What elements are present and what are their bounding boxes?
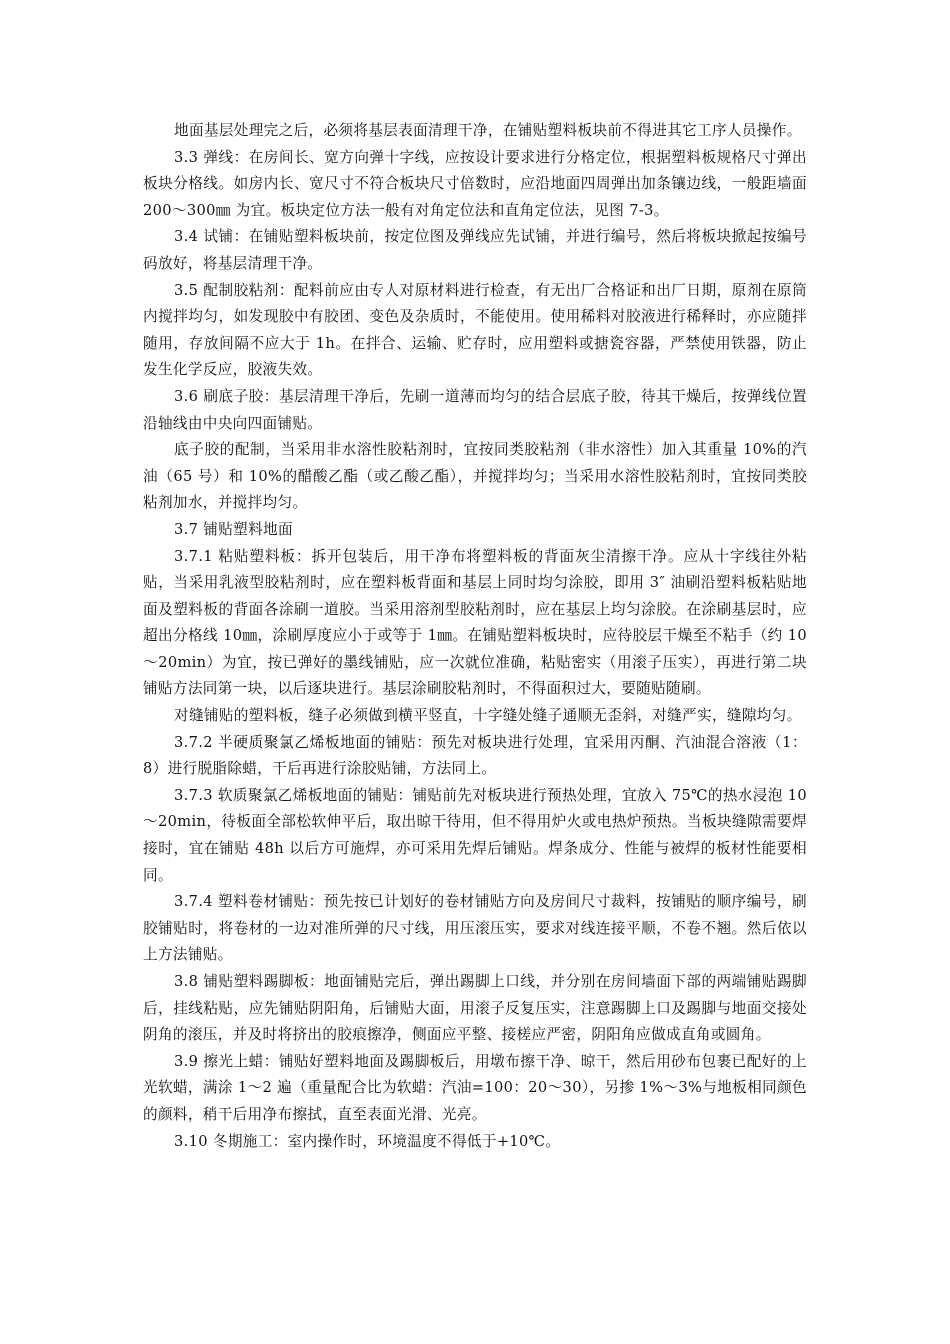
paragraph-3-7-2-semi-rigid-pvc: 3.7.2 半硬质聚氯乙烯板地面的铺贴：预先对板块进行处理，宜采用丙酮、汽油混合溶液（1：8）进行脱脂除蜡，干后再进行涂胶贴铺，方法同上。 xyxy=(143,733,807,778)
paragraph-3-8-skirting-board: 3.8 铺贴塑料踢脚板：地面铺贴完后，弹出踢脚上口线，并分别在房间墙面下部的两端铺贴踢脚后，挂线粘贴，应先铺贴阴阳角，后铺贴大面，用滚子反复压实，注意踢脚上口及踢脚与地面交接处阴角的滚压，并及时将挤出的胶痕擦净，侧面应平整、接槎应严密，阴阳角应做成直角或圆角。 xyxy=(143,973,807,1044)
paragraph-joint-alignment: 对缝铺贴的塑料板，缝子必须做到横平竖直，十字缝处缝子通顺无歪斜，对缝严实，缝隙均匀。 xyxy=(174,707,802,725)
paragraph-3-10-winter-construction: 3.10 冬期施工：室内操作时，环境温度不得低于+10℃。 xyxy=(174,1132,561,1150)
paragraph-3-3-snapping-lines: 3.3 弹线：在房间长、宽方向弹十字线，应按设计要求进行分格定位，根据塑料板规格尺寸弹出板块分格线。如房内长、宽尺寸不符合板块尺寸倍数时，应沿地面四周弹出加条镶边线，一般距墙面 200～300㎜ 为宜。板块定位方法一般有对角定位法和直角定位法，见图 7-3。 xyxy=(143,148,807,219)
paragraph-3-9-polishing-waxing: 3.9 擦光上蜡：铺贴好塑料地面及踢脚板后，用墩布擦干净、晾干，然后用砂布包裹已配好的上光软蜡，满涂 1～2 遍（重量配合比为软蜡：汽油=100：20～30），另掺 1%～3%与地板相同颜色的颜料，稍干后用净布擦拭，直至表面光滑、光亮。 xyxy=(143,1052,807,1123)
paragraph-3-7-1-bonding-plastic-board: 3.7.1 粘贴塑料板：拆开包装后，用干净布将塑料板的背面灰尘清擦干净。应从十字线往外粘贴，当采用乳液型胶粘剂时，应在塑料板背面和基层上同时均匀涂胶，即用 3″ 油刷沿塑料板粘贴地面及塑料板的背面各涂刷一道胶。当采用溶剂型胶粘剂时，应在基层上均匀涂胶。在涂刷基层时，应超出分格线 10㎜，涂刷厚度应小于或等于 1㎜。在铺贴塑料板块时，应待胶层干燥至不粘手（约 10～20min）为宜，按已弹好的墨线铺贴，应一次就位准确，粘贴密实（用滚子压实），再进行第二块铺贴方法同第一块，以后逐块进行。基层涂刷胶粘剂时，不得面积过大，要随贴随刷。 xyxy=(143,547,807,698)
paragraph-3-7-4-roll-material: 3.7.4 塑料卷材铺贴：预先按已计划好的卷材铺贴方向及房间尺寸裁料，按铺贴的顺序编号，刷胶铺贴时，将卷材的一边对准所弹的尺寸线，用压滚压实，要求对线连接平顺，不卷不翘。然后依以上方法铺贴。 xyxy=(143,893,807,964)
paragraph-3-7-3-soft-pvc: 3.7.3 软质聚氯乙烯板地面的铺贴：铺贴前先对板块进行预热处理，宜放入 75℃的热水浸泡 10～20min，待板面全部松软伸平后，取出晾干待用，但不得用炉火或电热炉预热。当板块缝隙需要焊接时，宜在铺贴 48h 以后方可施焊，亦可采用先焊后铺贴。焊条成分、性能与被焊的板材性能要相同。 xyxy=(143,786,807,884)
heading-3-7-laying-plastic-floor: 3.7 铺贴塑料地面 xyxy=(174,520,293,538)
document-body xyxy=(143,118,807,1155)
paragraph-3-4-trial-laying: 3.4 试铺：在铺贴塑料板块前，按定位图及弹线应先试铺，并进行编号，然后将板块掀起按编号码放好，将基层清理干净。 xyxy=(143,228,807,272)
paragraph-primer-preparation: 底子胶的配制，当采用非水溶性胶粘剂时，宜按同类胶粘剂（非水溶性）加入其重量 10%的汽油（65 号）和 10%的醋酸乙酯（或乙酸乙酯），并搅拌均匀；当采用水溶性胶粘剂时，宜按同类胶粘剂加水，并搅拌均匀。 xyxy=(143,441,807,512)
paragraph-base-cleaning: 地面基层处理完之后，必须将基层表面清理干净，在铺贴塑料板块前不得进其它工序人员操作。 xyxy=(174,122,802,139)
paragraph-3-5-adhesive-mixing: 3.5 配制胶粘剂：配料前应由专人对原材料进行检查，有无出厂合格证和出厂日期，原剂在原筒内搅拌均匀，如发现胶中有胶团、变色及杂质时，不能使用。使用稀料对胶液进行稀释时，亦应随拌随用，存放间隔不应大于 1h。在拌合、运输、贮存时，应用塑料或搪瓷容器，严禁使用铁器，防止发生化学反应，胶液失效。 xyxy=(143,281,807,379)
paragraph-3-6-primer: 3.6 刷底子胶：基层清理干净后，先刷一道薄而均匀的结合层底子胶，待其干燥后，按弹线位置沿轴线由中央向四面铺贴。 xyxy=(143,387,807,432)
